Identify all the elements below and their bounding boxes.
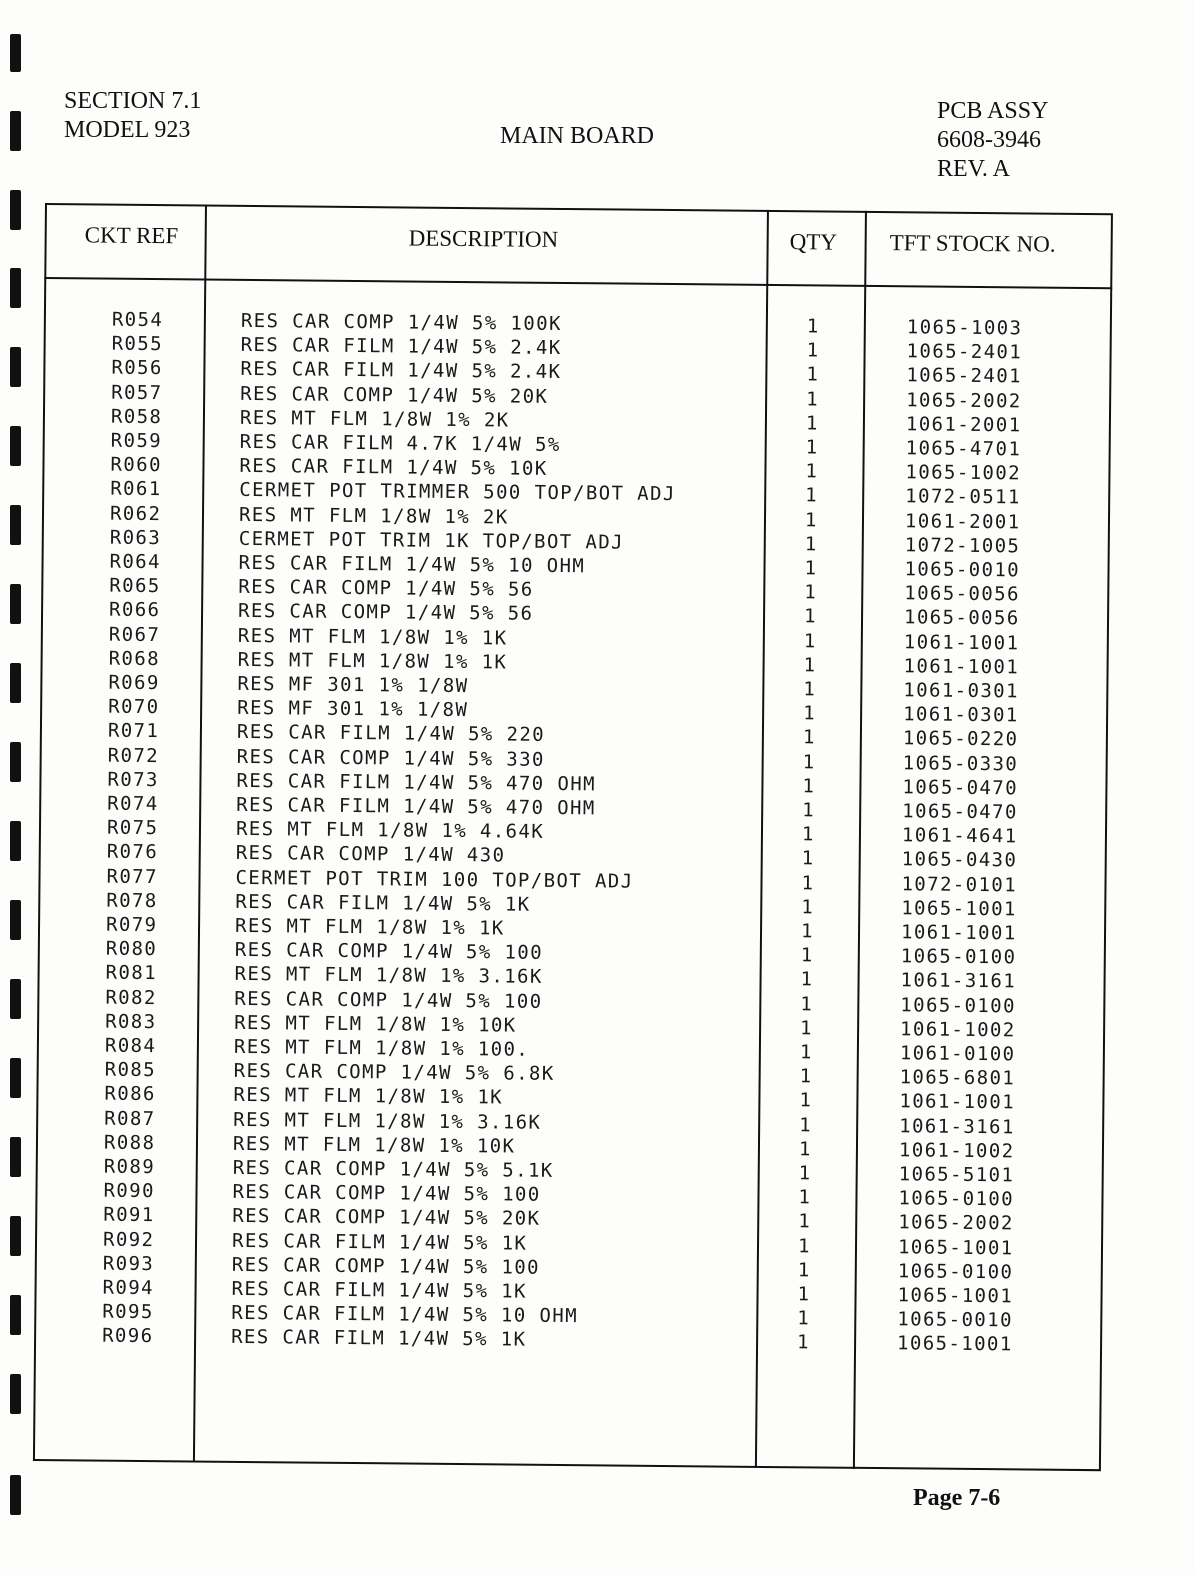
qty-cell: 1 [805, 412, 819, 435]
description-cell: RES CAR COMP 1/4W 5% 330 [236, 745, 545, 771]
ckt-ref-cell: R086 [104, 1083, 156, 1106]
stock-no-cell: 1061-1002 [900, 1018, 1016, 1042]
description-cell: RES MT FLM 1/8W 1% 100. [233, 1035, 530, 1061]
qty-cell: 1 [800, 968, 814, 991]
section-label: SECTION 7.1 [64, 88, 202, 114]
ckt-ref-cell: R085 [104, 1058, 157, 1082]
ckt-ref-cell: R059 [110, 429, 163, 453]
ckt-ref-cell: R092 [102, 1228, 155, 1251]
qty-cell: 1 [801, 871, 815, 895]
stock-no-cell: 1065-2002 [898, 1211, 1014, 1235]
ckt-ref-cell: R070 [108, 695, 160, 719]
qty-cell: 1 [806, 315, 820, 338]
qty-cell: 1 [800, 944, 814, 967]
stock-no-cell: 1061-4641 [901, 824, 1018, 848]
stock-no-cell: 1065-1001 [901, 897, 1017, 921]
binding-mark [10, 663, 21, 703]
binding-mark [10, 1058, 21, 1098]
ckt-ref-cell: R068 [108, 647, 161, 670]
column-header-description: DESCRIPTION [408, 225, 559, 252]
stock-no-cell: 1065-2401 [906, 364, 1023, 388]
ckt-ref-cell: R076 [106, 841, 159, 864]
qty-cell: 1 [806, 363, 820, 386]
qty-cell: 1 [802, 775, 816, 798]
binding-mark [10, 900, 21, 940]
qty-cell: 1 [798, 1162, 812, 1185]
qty-cell: 1 [805, 436, 819, 459]
qty-cell: 1 [797, 1283, 811, 1306]
ckt-ref-cell: R071 [107, 720, 160, 743]
qty-cell: 1 [799, 1041, 813, 1064]
qty-cell: 1 [800, 992, 814, 1016]
description-cell: RES CAR COMP 1/4W 5% 100 [231, 1253, 541, 1279]
description-cell: RES CAR COMP 1/4W 5% 100K [240, 309, 562, 335]
stock-no-cell: 1065-0056 [904, 582, 1020, 606]
binding-mark [10, 268, 21, 308]
description-cell: RES CAR COMP 1/4W 5% 20K [232, 1205, 541, 1231]
binding-mark [10, 1216, 21, 1256]
qty-cell: 1 [801, 896, 815, 919]
description-cell: RES CAR FILM 4.7K 1/4W 5% [239, 430, 561, 456]
qty-cell: 1 [801, 847, 815, 870]
stock-no-cell: 1065-0100 [897, 1260, 1014, 1284]
description-cell: RES CAR COMP 1/4W 5% 100 [234, 939, 544, 965]
qty-cell: 1 [803, 702, 817, 725]
description-cell: RES MT FLM 1/8W 1% 2K [238, 503, 509, 529]
qty-cell: 1 [796, 1331, 811, 1354]
qty-cell: 1 [803, 605, 818, 628]
description-cell: RES CAR FILM 1/4W 5% 220 [236, 721, 546, 747]
revision-label: REV. A [937, 156, 1010, 182]
page-number: Page 7-6 [913, 1485, 1001, 1511]
ckt-ref-cell: R073 [107, 768, 159, 791]
stock-no-cell: 1061-3161 [899, 1114, 1015, 1138]
binding-mark [10, 1295, 21, 1335]
qty-cell: 1 [799, 1113, 813, 1136]
stock-no-cell: 1065-0330 [902, 751, 1019, 775]
ckt-ref-cell: R078 [106, 889, 158, 912]
binding-mark [10, 1475, 21, 1515]
stock-no-cell: 1065-0470 [902, 776, 1019, 800]
stock-no-cell: 1065-1001 [897, 1284, 1014, 1308]
stock-no-cell: 1065-1001 [897, 1235, 1014, 1259]
stock-no-cell: 1072-0101 [901, 872, 1018, 896]
stock-no-cell: 1061-2001 [904, 509, 1021, 533]
ckt-ref-cell: R080 [105, 937, 158, 961]
stock-no-cell: 1065-0100 [900, 993, 1017, 1017]
binding-mark [10, 426, 21, 466]
qty-cell: 1 [802, 799, 816, 822]
qty-cell: 1 [799, 1065, 813, 1088]
ckt-ref-cell: R055 [111, 332, 164, 356]
description-cell: CERMET POT TRIM 1K TOP/BOT ADJ [238, 527, 625, 554]
ckt-ref-cell: R056 [111, 357, 163, 380]
ckt-ref-cell: R067 [108, 623, 161, 646]
binding-mark [10, 584, 21, 624]
stock-no-cell: 1061-1001 [900, 921, 1017, 945]
qty-cell: 1 [802, 726, 816, 749]
qty-cell: 1 [805, 484, 819, 507]
qty-cell: 1 [806, 339, 820, 362]
ckt-ref-cell: R079 [105, 913, 158, 937]
stock-no-cell: 1065-0220 [902, 727, 1019, 751]
ckt-ref-cell: R089 [103, 1155, 156, 1179]
stock-no-cell: 1072-0511 [905, 485, 1021, 509]
stock-no-cell: 1061-0100 [899, 1042, 1016, 1066]
column-header-stock-no: TFT STOCK NO. [889, 230, 1056, 257]
description-cell: RES CAR FILM 1/4W 5% 470 OHM [236, 769, 597, 796]
description-cell: RES MT FLM 1/8W 1% 1K [237, 624, 508, 650]
qty-cell: 1 [803, 654, 817, 677]
stock-no-cell: 1061-1001 [903, 655, 1020, 679]
stock-no-cell: 1072-1005 [904, 534, 1021, 558]
stock-no-cell: 1065-1001 [896, 1332, 1013, 1356]
stock-no-cell: 1065-6801 [899, 1066, 1016, 1090]
binding-mark [10, 347, 21, 387]
stock-no-cell: 1065-0100 [898, 1187, 1015, 1211]
description-cell: RES MT FLM 1/8W 1% 2K [239, 406, 510, 432]
qty-cell: 1 [804, 581, 818, 604]
stock-no-cell: 1061-3161 [900, 969, 1017, 993]
stock-no-cell: 1065-2002 [906, 388, 1022, 412]
ckt-ref-cell: R088 [103, 1131, 156, 1154]
qty-cell: 1 [800, 1017, 814, 1040]
description-cell: RES MT FLM 1/8W 1% 1K [237, 648, 508, 674]
stock-no-cell: 1065-0056 [903, 606, 1020, 630]
ckt-ref-cell: R090 [103, 1179, 155, 1203]
qty-cell: 1 [798, 1138, 812, 1161]
ckt-ref-cell: R062 [109, 502, 162, 525]
ckt-ref-cell: R075 [106, 816, 159, 840]
stock-no-cell: 1061-1001 [903, 630, 1020, 654]
ckt-ref-cell: R096 [102, 1324, 154, 1348]
ckt-ref-cell: R063 [109, 526, 162, 549]
description-cell: RES CAR FILM 1/4W 5% 1K [235, 890, 531, 916]
qty-cell: 1 [805, 460, 819, 483]
parts-table [33, 203, 1113, 1471]
qty-cell: 1 [799, 1089, 813, 1112]
description-cell: RES CAR COMP 1/4W 5% 20K [240, 382, 549, 408]
column-header-qty: QTY [789, 229, 838, 255]
header-left [64, 87, 201, 145]
stock-no-cell: 1065-0100 [900, 945, 1017, 969]
description-cell: RES CAR FILM 1/4W 5% 10 OHM [238, 551, 586, 578]
description-cell: RES CAR FILM 1/4W 5% 1K [231, 1229, 528, 1255]
stock-no-cell: 1061-2001 [905, 413, 1022, 437]
binding-mark [10, 505, 21, 545]
binding-mark [10, 1374, 21, 1414]
qty-cell: 1 [804, 557, 818, 580]
qty-cell: 1 [804, 533, 818, 556]
stock-no-cell: 1061-1002 [898, 1139, 1015, 1163]
description-cell: RES CAR COMP 1/4W 5% 56 [237, 600, 534, 626]
description-cell: RES CAR FILM 1/4W 5% 2.4K [240, 358, 562, 384]
description-cell: RES MT FLM 1/8W 1% 3.16K [233, 1108, 542, 1134]
description-cell: RES MF 301 1% 1/8W [237, 697, 469, 722]
stock-no-cell: 1065-0010 [904, 558, 1021, 582]
binding-mark [10, 979, 21, 1019]
description-cell: RES MT FLM 1/8W 1% 3.16K [234, 963, 543, 989]
ckt-ref-cell: R077 [106, 865, 159, 888]
ckt-ref-cell: R084 [104, 1034, 157, 1058]
description-cell: RES CAR COMP 1/4W 5% 100 [234, 987, 543, 1013]
stock-no-cell: 1065-5101 [898, 1163, 1015, 1187]
stock-no-cell: 1061-0301 [903, 679, 1020, 703]
ckt-ref-cell: R065 [109, 574, 161, 598]
stock-no-cell: 1065-1002 [905, 461, 1022, 485]
ckt-ref-cell: R083 [105, 1010, 157, 1033]
ckt-ref-cell: R054 [111, 308, 164, 332]
header-right [937, 97, 1048, 184]
qty-cell: 1 [800, 920, 814, 943]
description-cell: RES MT FLM 1/8W 1% 10K [232, 1132, 516, 1158]
description-cell: RES MT FLM 1/8W 1% 1K [234, 914, 505, 940]
qty-cell: 1 [797, 1234, 811, 1257]
stock-no-cell: 1061-1001 [899, 1090, 1016, 1114]
ckt-ref-cell: R093 [102, 1252, 155, 1275]
ckt-ref-cell: R060 [110, 453, 162, 477]
ckt-ref-cell: R069 [108, 671, 160, 695]
binding-mark [10, 742, 21, 782]
ckt-ref-cell: R082 [105, 986, 157, 1009]
qty-cell: 1 [803, 678, 817, 701]
ckt-ref-cell: R061 [110, 478, 162, 501]
description-cell: RES CAR FILM 1/4W 5% 10 OHM [231, 1302, 579, 1328]
description-cell: RES CAR COMP 1/4W 430 [235, 842, 506, 867]
description-cell: RES CAR FILM 1/4W 5% 470 OHM [236, 793, 596, 820]
description-cell: RES MT FLM 1/8W 1% 10K [234, 1011, 517, 1037]
stock-no-cell: 1061-0301 [903, 703, 1019, 727]
description-cell: CERMET POT TRIM 100 TOP/BOT ADJ [235, 866, 634, 893]
assy-number: 6608-3946 [937, 127, 1041, 153]
ckt-ref-cell: R072 [107, 744, 160, 767]
qty-cell: 1 [804, 508, 818, 532]
ckt-ref-cell: R064 [109, 550, 162, 574]
stock-no-cell: 1065-0430 [901, 848, 1018, 872]
binding-mark [10, 1137, 21, 1177]
qty-cell: 1 [806, 387, 820, 411]
description-cell: RES CAR FILM 1/4W 5% 1K [231, 1326, 527, 1352]
stock-no-cell: 1065-0010 [897, 1308, 1013, 1332]
ckt-ref-cell: R074 [107, 792, 159, 816]
description-cell: RES CAR FILM 1/4W 5% 10K [239, 455, 548, 481]
ckt-ref-cell: R057 [111, 381, 163, 404]
ckt-ref-cell: R058 [110, 405, 163, 428]
ckt-ref-cell: R066 [108, 599, 161, 622]
description-cell: RES CAR COMP 1/4W 5% 56 [238, 576, 534, 601]
binding-mark [10, 111, 21, 151]
description-cell: CERMET POT TRIMMER 500 TOP/BOT ADJ [239, 479, 676, 506]
ckt-ref-cell: R094 [102, 1276, 155, 1300]
stock-no-cell: 1065-0470 [902, 800, 1018, 824]
description-cell: RES MT FLM 1/8W 1% 4.64K [235, 818, 545, 844]
ckt-ref-cell: R091 [103, 1203, 155, 1227]
qty-cell: 1 [798, 1210, 812, 1233]
binding-mark [10, 821, 21, 861]
stock-no-cell: 1065-2401 [906, 340, 1023, 364]
qty-cell: 1 [801, 823, 815, 846]
qty-cell: 1 [797, 1259, 811, 1282]
stock-no-cell: 1065-4701 [905, 437, 1022, 461]
qty-cell: 1 [802, 750, 816, 774]
ckt-ref-cell: R087 [104, 1107, 156, 1130]
description-cell: RES MT FLM 1/8W 1% 1K [233, 1084, 504, 1109]
model-label: MODEL 923 [64, 117, 191, 143]
qty-cell: 1 [803, 629, 817, 653]
ckt-ref-cell: R081 [105, 962, 158, 985]
binding-mark [10, 34, 21, 72]
ckt-ref-cell: R095 [102, 1300, 154, 1324]
description-cell: RES CAR COMP 1/4W 5% 5.1K [232, 1156, 554, 1182]
column-header-ckt-ref: CKT REF [84, 222, 179, 249]
qty-cell: 1 [798, 1186, 812, 1209]
description-cell: RES CAR COMP 1/4W 5% 6.8K [233, 1060, 555, 1086]
description-cell: RES CAR FILM 1/4W 5% 1K [231, 1277, 527, 1303]
description-cell: RES MF 301 1% 1/8W [237, 672, 469, 698]
binding-mark [10, 190, 21, 230]
stock-no-cell: 1065-1003 [906, 316, 1023, 340]
qty-cell: 1 [797, 1307, 811, 1330]
description-cell: RES CAR FILM 1/4W 5% 2.4K [240, 334, 562, 360]
assy-label: PCB ASSY [937, 98, 1049, 124]
description-cell: RES CAR COMP 1/4W 5% 100 [232, 1181, 541, 1206]
board-title: MAIN BOARD [500, 123, 655, 149]
